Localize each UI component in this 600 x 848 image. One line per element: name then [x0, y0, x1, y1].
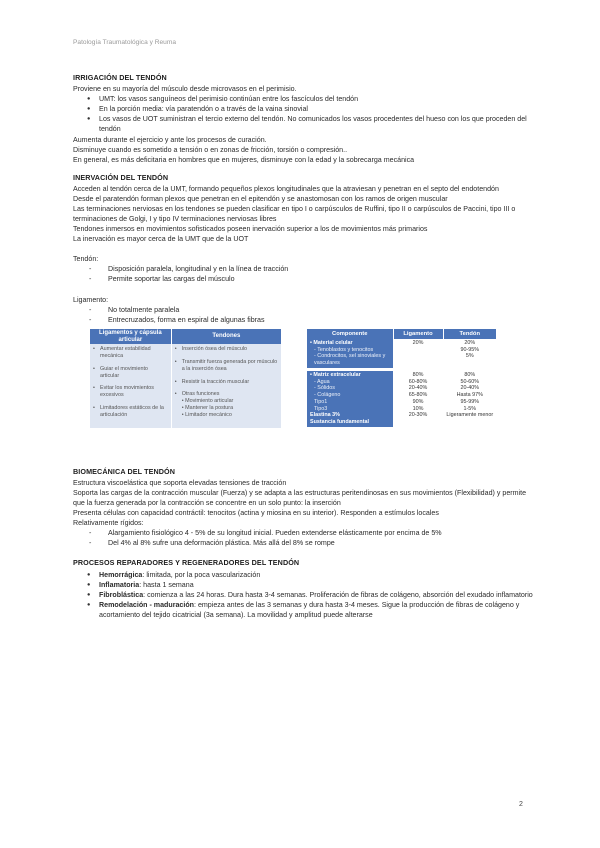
table-header: Ligamentos y cápsula articular — [90, 329, 171, 345]
list-item — [175, 391, 278, 418]
ligamento-block — [73, 295, 533, 325]
table-cell — [90, 344, 171, 428]
paragraph: La inervación es mayor cerca de la UMT que de la UOT — [73, 235, 249, 244]
paragraph: Disminuye cuando es sometido a tensión o en zonas de fricción, torsión o compresión.. — [73, 145, 348, 154]
paragraph: Acceden al tendón cerca de la UMT, formando pequeños plexos longitudinales que la atraviesan y penetran en el septo del endotendón — [73, 184, 499, 193]
list-item: • Evitar los movimientos excesivos — [93, 385, 168, 399]
component-sub: - Colágeno — [314, 392, 341, 399]
list-item: ● Hemorrágica: limitada, por la poca vascularización — [87, 570, 533, 580]
paragraph: Soporta las cargas de la contracción muscular (Fuerza) y se adapta a las estructuras peritendinosas en sus movimientos (Flexibilidad) y permite que la fuerza generada por la contracción se concentre en un solo punto: la inserción — [73, 488, 527, 508]
bullet-list — [73, 94, 533, 134]
section-procesos — [73, 558, 533, 620]
paragraph: Estructura viscoelástica que soporta elevadas tensiones de tracción — [73, 478, 287, 487]
bullet-list — [73, 570, 533, 620]
list-item: • Aumentar estabilidad mecánica — [93, 346, 168, 360]
page-number: 2 — [519, 801, 523, 808]
tables-row — [90, 329, 533, 457]
sub-item: • Mantener la postura — [181, 404, 234, 411]
component-sub: Tipo3 — [314, 405, 328, 412]
paragraph: En general, es más deficitaria en hombres que en mujeres, disminuye con la edad y la sobrecarga mecánica — [73, 155, 415, 164]
section-inervacion — [73, 173, 533, 245]
list-item: - Entrecruzados, forma en espiral de algunas fibras — [89, 315, 533, 325]
list-item: - Del 4% al 8% sufre una deformación plástica. Más allá del 8% se rompe — [89, 538, 533, 548]
table-header: Ligamento — [393, 329, 443, 339]
list-item: • Transmitir fuerza generada por músculo a la inserción ósea — [175, 359, 278, 373]
list-item: - Alargamiento fisiológico 4 - 5% de su longitud inicial. Pueden extenderse elásticamente por encima de 5% — [89, 528, 533, 538]
sub-item: • Limitador mecánico — [181, 411, 232, 418]
component-sub: Tipo1 — [314, 398, 328, 405]
paragraph: Presenta células con capacidad contráctil: tenocitos (actina y miosina en su interior). Responden a estímulos locales — [73, 509, 439, 518]
tendon-block — [73, 254, 533, 284]
table-cell: 20% — [393, 339, 443, 370]
dash-list — [73, 264, 533, 284]
list-item: ● Remodelación - maduración: empieza antes de las 3 semanas y dura hasta 3-4 meses. Sigue la producción de fibras de colágeno y acortamiento del tejido cicatricial (3a semana). La movilidad y amplitud puede alterarse — [87, 600, 533, 620]
table-cell: 20% 90-95% 5% — [443, 339, 497, 370]
table-header: Tendones — [171, 329, 281, 345]
list-item: • Resistir la tracción muscular — [175, 379, 278, 386]
list-item: - Permite soportar las cargas del músculo — [89, 274, 533, 284]
paragraph: Aumenta durante el ejercicio y ante los procesos de curación. — [73, 135, 267, 144]
list-item: ● UMT: los vasos sanguíneos del perimisio continúan entre los fascículos del tendón — [87, 94, 533, 104]
paragraph: Desde el paratendón forman plexos que penetran en el epitendón y se anastomosan con los ramos de origen muscular — [73, 195, 448, 203]
list-item: ● Inflamatoria: hasta 1 semana — [87, 580, 533, 590]
component-name: Sustancia fundamental — [310, 419, 370, 426]
table-cell — [171, 344, 281, 428]
list-item-text: Otras funciones — [181, 391, 220, 398]
list-item: • Limitadores estáticos de la articulación — [93, 405, 168, 419]
component-sub: - Agua — [314, 378, 330, 385]
paragraph: Las terminaciones nerviosas en los tendones se pueden clasificar en tipo I o carpúsculos de Ruffini, tipo II o carpúsculos de Paccini, tipo III o terminaciones de Golgi, I y tipo IV terminaciones nerviosas libres — [73, 205, 516, 224]
ligamento-label: Ligamento: — [73, 295, 109, 304]
table-cell: 80% 50-60% 20-40% Hasta 97% 95-99% 1-5% Ligeramente menor — [443, 369, 497, 427]
section-biomecanica — [73, 467, 533, 549]
sub-item: • Movimiento articular — [181, 398, 234, 405]
component-sub: - Sólidos — [314, 385, 335, 392]
dash-list — [73, 528, 533, 548]
list-item: ● Los vasos de UOT suministran el tercio externo del tendón. No comunicados los vasos procedentes del hueso con los que proceden del tendón — [87, 114, 533, 134]
comparison-table — [90, 329, 282, 429]
table-header: Componente — [307, 329, 393, 339]
table-header: Tendón — [443, 329, 497, 339]
running-header: Patología Traumatológica y Reuma — [73, 39, 176, 46]
section-title-biomecanica: BIOMECÁNICA DEL TENDÓN — [73, 466, 176, 476]
section-title-inervacion: INERVACIÓN DEL TENDÓN — [73, 172, 169, 182]
component-name: • Matriz extracelular — [310, 371, 361, 378]
tendon-label: Tendón: — [73, 255, 99, 264]
component-name: • Material celular — [310, 339, 353, 346]
component-name: Elastina 3% — [310, 412, 340, 419]
table-cell — [307, 369, 393, 427]
document-body — [73, 73, 533, 620]
composition-table — [307, 329, 497, 427]
list-item: - Disposición paralela, longitudinal y en la línea de tracción — [89, 264, 533, 274]
paragraph: Tendones inmersos en movimientos sofisticados poseen inervación superior a los de movimientos más primarios — [73, 225, 428, 234]
list-item: • Guiar el movimiento articular — [93, 366, 168, 380]
list-item: • Inserción ósea del músculo — [175, 346, 278, 353]
table-cell — [307, 339, 393, 370]
paragraph: Relativamente rígidos: — [73, 519, 144, 528]
section-title-irrigacion: IRRIGACIÓN DEL TENDÓN — [73, 73, 167, 82]
list-item: - No totalmente paralela — [89, 305, 533, 315]
table-cell: 80% 60-80% 20-40% 65-80% 90% 10% 20-30% — [393, 369, 443, 427]
paragraph: Proviene en su mayoría del músculo desde microvasos en el perimisio. — [73, 85, 297, 94]
component-sub: - Condrocitos, sel sinoviales y vasculares — [314, 353, 386, 367]
component-sub: - Tenoblastos y tenocitos — [314, 346, 374, 353]
list-item: ● Fibroblástica: comienza a las 24 horas. Dura hasta 3-4 semanas. Proliferación de fibras de colágeno, absorción del exudado inflamatorio — [87, 590, 533, 600]
section-title-procesos: PROCESOS REPARADORES Y REGENERADORES DEL TENDÓN — [73, 558, 300, 568]
list-item: ● En la porción media: vía paratendón o a través de la vaina sinovial — [87, 104, 533, 114]
section-irrigacion — [73, 73, 533, 165]
dash-list — [73, 305, 533, 325]
